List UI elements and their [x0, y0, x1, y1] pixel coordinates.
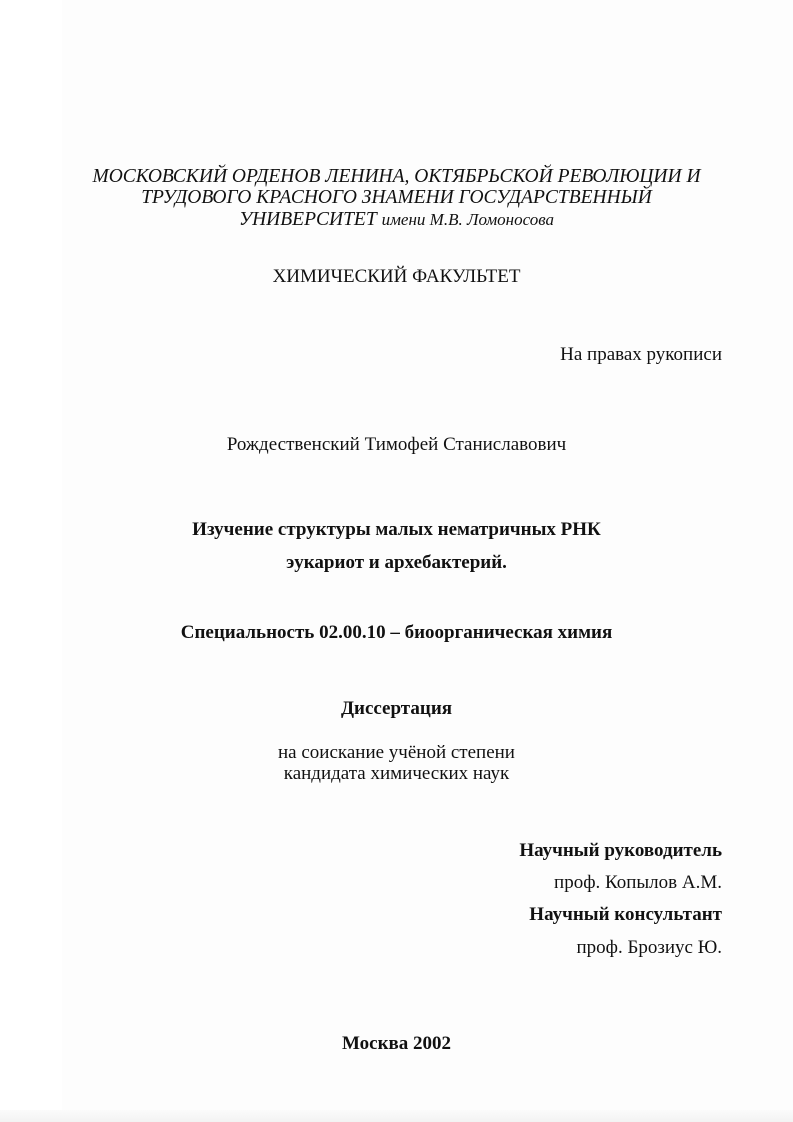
consultant-label: Научный консультант: [529, 904, 722, 925]
scan-bottom-edge: [0, 1110, 793, 1122]
degree-line-2: кандидата химических наук: [283, 763, 510, 784]
faculty-name: ХИМИЧЕСКИЙ ФАКУЛЬТЕТ: [272, 266, 521, 287]
university-line-2: ТРУДОВОГО КРАСНОГО ЗНАМЕНИ ГОСУДАРСТВЕННЫЙ: [141, 187, 652, 208]
thesis-title-line-2: эукариот и архебактерий.: [286, 552, 507, 573]
university-named-after: имени М.В. Ломоносова: [381, 210, 554, 229]
university-line-3: [0, 208, 793, 232]
degree-line-1: на соискание учёной степени: [278, 742, 515, 763]
specialty: Специальность 02.00.10 – биоорганическая химия: [180, 622, 613, 643]
university-line-1: МОСКОВСКИЙ ОРДЕНОВ ЛЕНИНА, ОКТЯБРЬСКОЙ РЕВОЛЮЦИИ И: [92, 166, 701, 187]
supervisor-name: проф. Копылов А.М.: [554, 872, 722, 893]
work-type: Диссертация: [340, 698, 453, 719]
city-year: Москва 2002: [341, 1033, 452, 1054]
university-name: УНИВЕРСИТЕТ: [238, 209, 377, 230]
supervisor-label: Научный руководитель: [519, 840, 722, 861]
consultant-name: проф. Брозиус Ю.: [576, 937, 722, 958]
manuscript-rights: На правах рукописи: [560, 344, 722, 365]
author-name: Рождественский Тимофей Станиславович: [226, 434, 567, 455]
thesis-title-line-1: Изучение структуры малых нематричных РНК: [192, 519, 601, 540]
